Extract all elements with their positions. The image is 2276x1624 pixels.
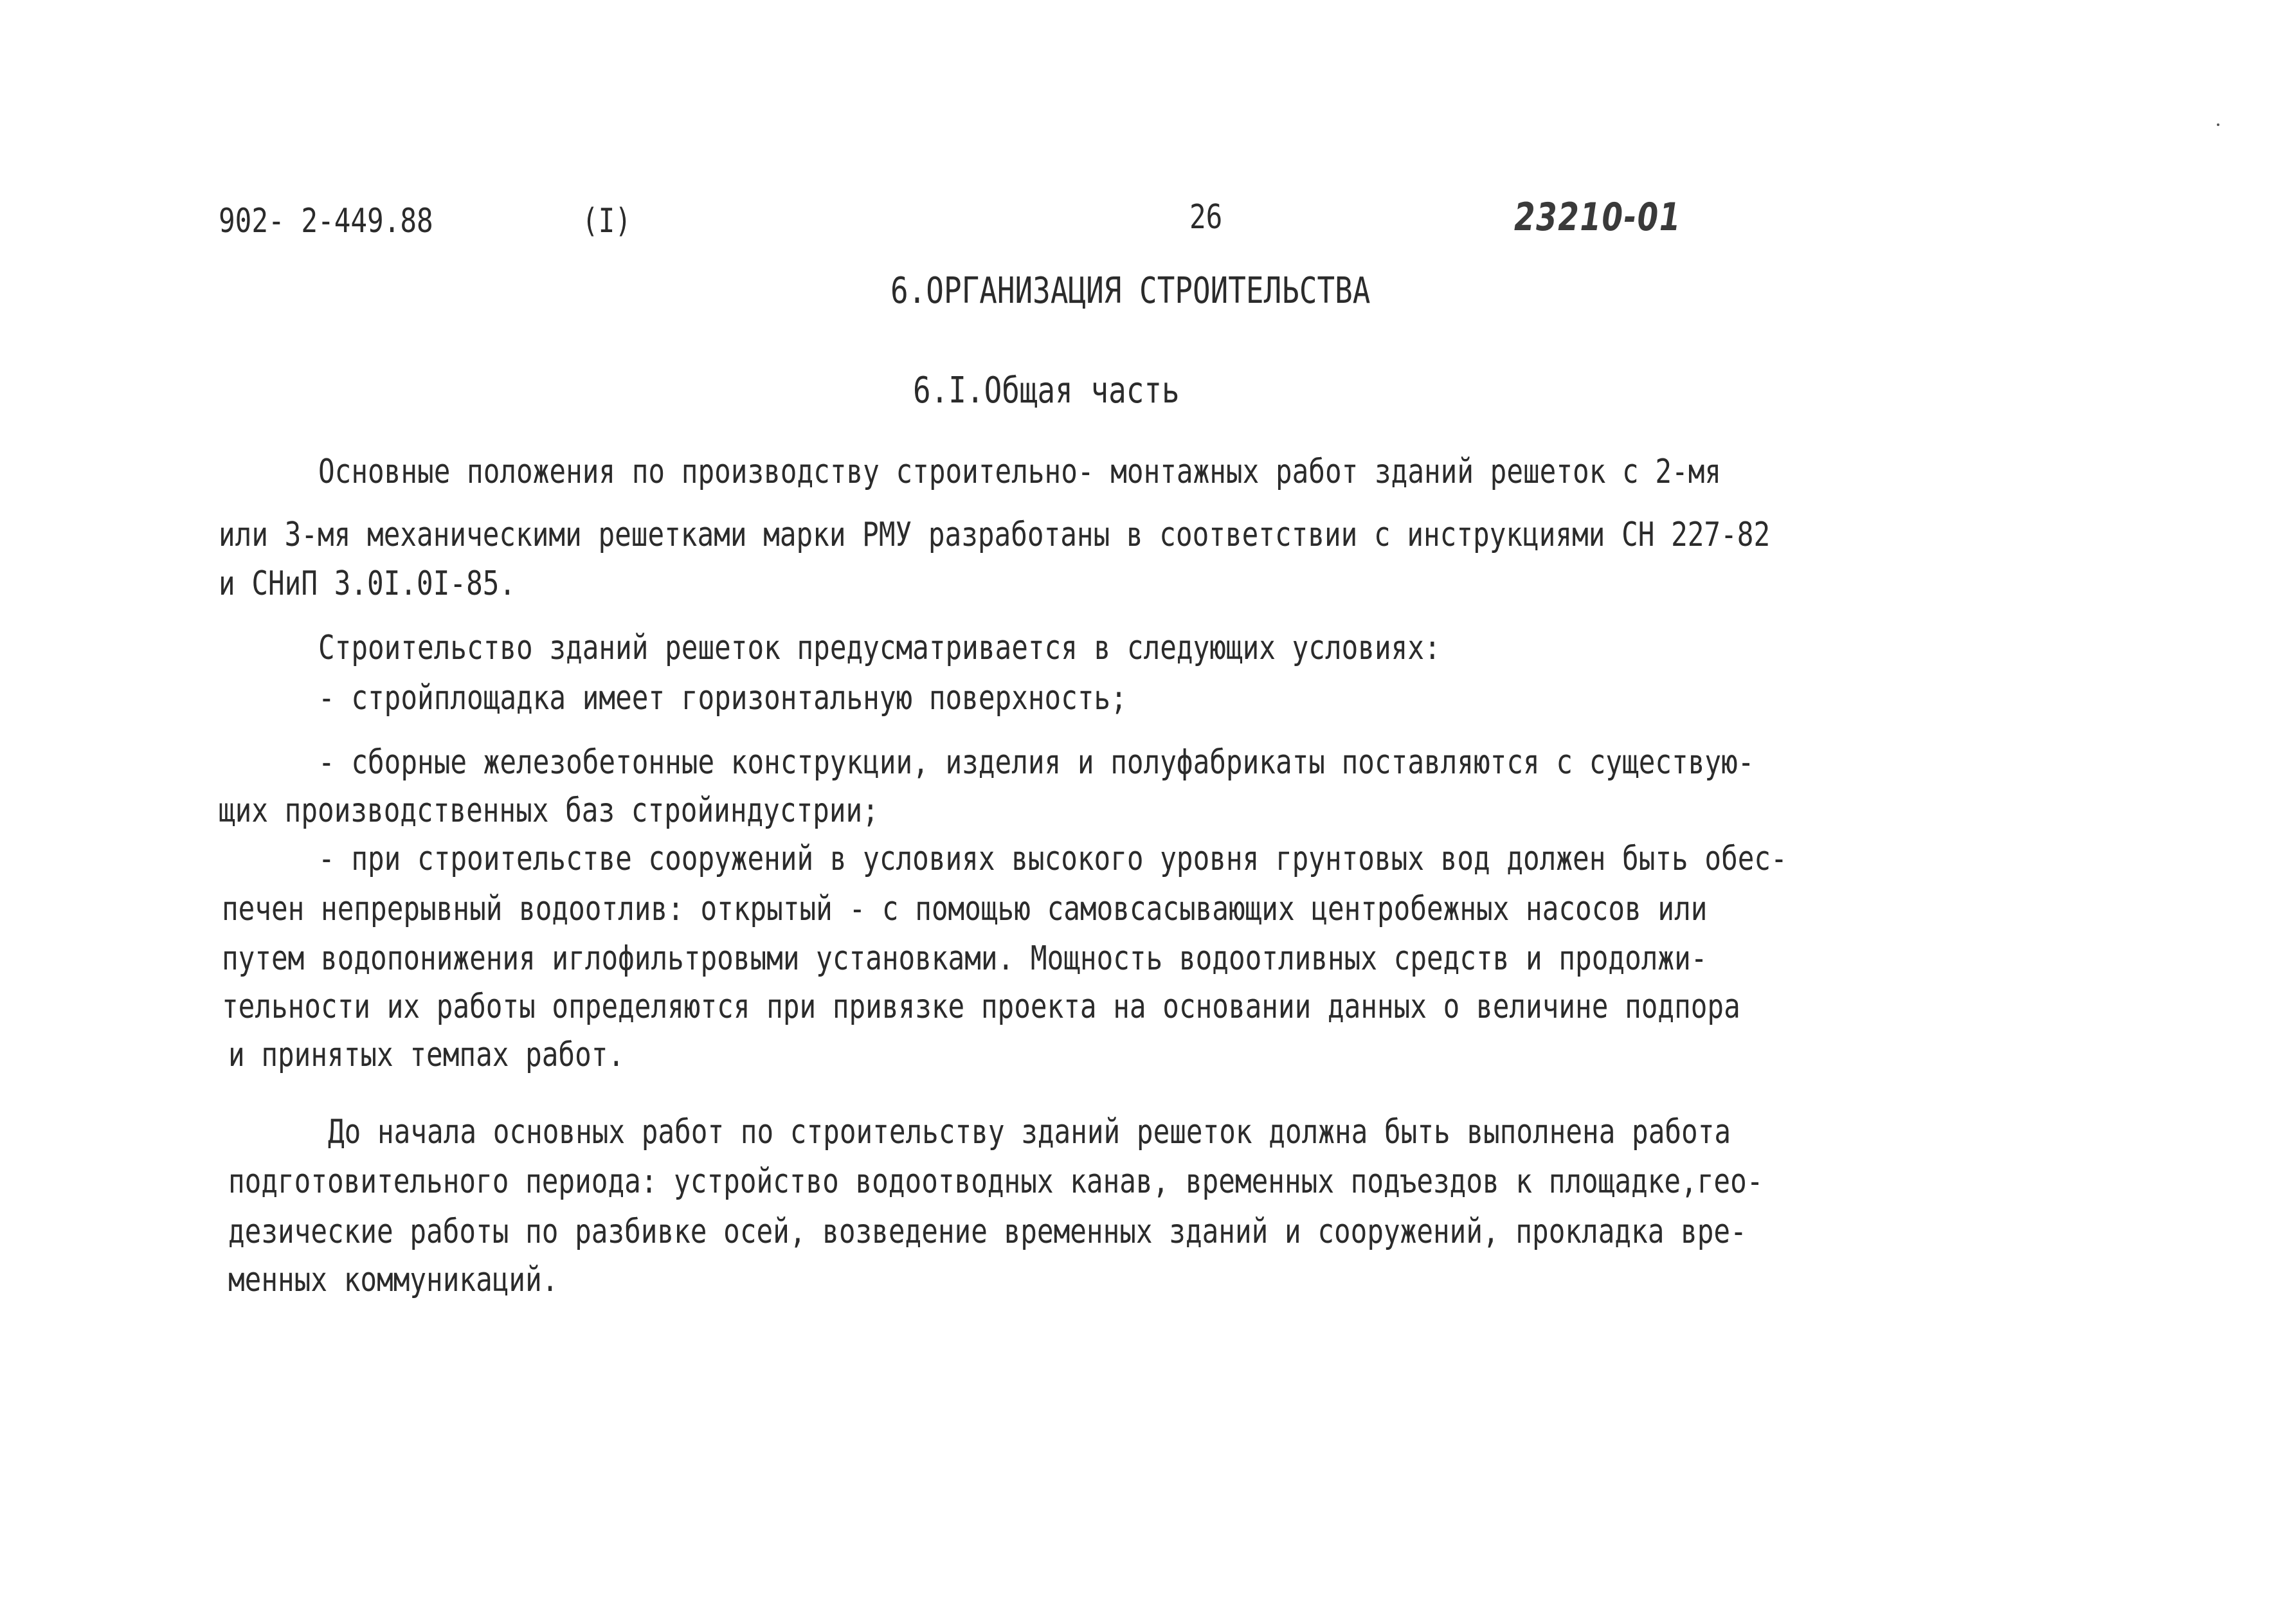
body-line-13: До начала основных работ по строительству зданий решеток должна быть выполнена работа [328,1113,1731,1151]
subsection-title: 6.I.Общая часть [913,370,1180,411]
body-line-6: - сборные железобетонные конструкции, изделия и полуфабрикаты поставляются с существую- [318,743,1755,782]
body-line-14: подготовительного периода: устройство водоотводных канав, временных подъездов к площадке,гео- [228,1162,1764,1201]
body-line-1: Основные положения по производству строительно- монтажных работ зданий решеток с 2-мя [318,453,1722,491]
body-line-8: - при строительстве сооружений в условиях высокого уровня грунтовых вод должен быть обес- [318,840,1787,878]
body-line-5: - стройплощадка имеет горизонтальную поверхность; [318,679,1127,717]
inventory-number: 23210-01 [1514,195,1681,240]
scan-speck [2217,123,2219,126]
body-line-15: дезические работы по разбивке осей, возведение временных зданий и сооружений, прокладка вре- [228,1213,1747,1251]
body-line-11: тельности их работы определяются при привязке проекта на основании данных о величине подпора [222,988,1740,1026]
page-number: 26 [1189,198,1223,237]
section-title: 6.ОРГАНИЗАЦИЯ СТРОИТЕЛЬСТВА [890,270,1371,312]
body-line-9: печен непрерывный водоотлив: открытый - с помощью самовсасывающих центробежных насосов или [222,890,1708,928]
doc-code: 902- 2-449.88 [219,202,433,240]
body-line-12: и принятых темпах работ. [228,1036,625,1074]
body-line-7: щих производственных баз стройиндустрии; [219,791,879,830]
body-line-10: путем водопонижения иглофильтровыми установками. Мощность водоотливных средств и продолжи- [222,939,1708,978]
body-line-16: менных коммуникаций. [228,1261,559,1299]
part-number: (I) [582,202,632,240]
body-line-3: и СНиП 3.0I.0I-85. [219,564,516,603]
body-line-2: или 3-мя механическими решетками марки РМУ разработаны в соответствии с инструкциями СН 227-82 [219,516,1771,554]
body-line-4: Строительство зданий решеток предусматривается в следующих условиях: [318,629,1441,667]
